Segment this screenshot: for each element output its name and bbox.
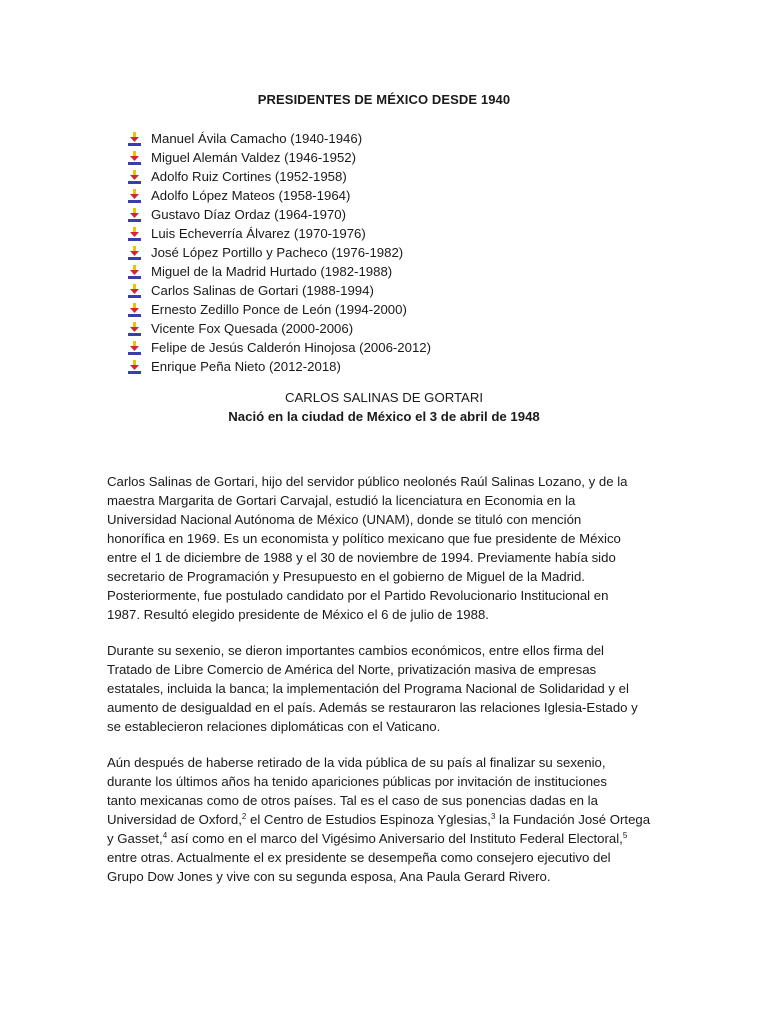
president-name: Miguel Alemán Valdez (1946-1952) <box>151 150 357 165</box>
arrow-bullet-icon <box>128 189 142 203</box>
paragraph-line: Aún después de haberse retirado de la vida pública de su país al finalizar su sexenio, <box>107 755 606 770</box>
president-item <box>128 167 431 186</box>
arrow-bullet-icon <box>128 303 142 317</box>
arrow-bullet-icon <box>128 284 142 298</box>
president-item <box>128 224 431 243</box>
arrow-bullet-icon <box>128 170 142 184</box>
paragraph-line: honorífica en 1969. Es un economista y político mexicano que fue presidente de México <box>107 531 621 546</box>
paragraph-biography <box>107 472 663 624</box>
arrow-bullet-icon <box>128 322 142 336</box>
footnote-ref-3: 3 <box>490 812 496 821</box>
text-segment: la Fundación José Ortega <box>495 812 651 827</box>
president-name: Luis Echeverría Álvarez (1970-1976) <box>151 226 366 241</box>
president-item <box>128 300 431 319</box>
arrow-bullet-icon <box>128 341 142 355</box>
president-name: Manuel Ávila Camacho (1940-1946) <box>151 131 363 146</box>
president-item <box>128 186 431 205</box>
paragraph-line: Durante su sexenio, se dieron importantes cambios económicos, entre ellos firma del <box>107 643 604 658</box>
president-item <box>128 129 431 148</box>
arrow-bullet-icon <box>128 208 142 222</box>
text-segment: y Gasset, <box>107 831 163 846</box>
paragraph-line: se establecieron relaciones diplomáticas con el Vaticano. <box>107 719 441 734</box>
arrow-bullet-icon <box>128 132 142 146</box>
president-item <box>128 319 431 338</box>
paragraph-line: 1987. Resultó elegido presidente de México el 6 de julio de 1988. <box>107 607 489 622</box>
president-item <box>128 148 431 167</box>
president-item <box>128 205 431 224</box>
arrow-bullet-icon <box>128 227 142 241</box>
paragraph-line <box>107 810 663 829</box>
footnote-ref-5: 5 <box>622 831 628 840</box>
presidents-list <box>128 129 431 376</box>
paragraph-line: Tratado de Libre Comercio de América del Norte, privatización masiva de empresas <box>107 662 597 677</box>
president-item <box>128 357 431 376</box>
arrow-bullet-icon <box>128 360 142 374</box>
arrow-bullet-icon <box>128 246 142 260</box>
president-item <box>128 243 431 262</box>
president-name: Gustavo Díaz Ordaz (1964-1970) <box>151 207 346 222</box>
paragraph-line <box>107 829 663 848</box>
president-name: Carlos Salinas de Gortari (1988-1994) <box>151 283 374 298</box>
text-segment: el Centro de Estudios Espinoza Yglesias, <box>246 812 491 827</box>
section-heading: CARLOS SALINAS DE GORTARI <box>284 390 484 405</box>
paragraph-line: Grupo Dow Jones y vive con su segunda esposa, Ana Paula Gerard Rivero. <box>107 869 551 884</box>
paragraph-line: durante los últimos años ha tenido apariciones públicas por invitación de instituciones <box>107 774 607 789</box>
footnote-ref-2: 2 <box>241 812 247 821</box>
section-subheading: Nació en la ciudad de México el 3 de abril de 1948 <box>228 409 540 424</box>
text-segment: Universidad de Oxford, <box>107 812 242 827</box>
paragraph-line: estatales, incluida la banca; la implementación del Programa Nacional de Solidaridad y el <box>107 681 629 696</box>
president-item <box>128 281 431 300</box>
paragraph-line: entre otras. Actualmente el ex presidente se desempeña como consejero ejecutivo del <box>107 850 611 865</box>
paragraph-after-presidency <box>107 753 663 886</box>
section-heading-block <box>0 388 768 426</box>
president-name: Adolfo López Mateos (1958-1964) <box>151 188 351 203</box>
president-name: Ernesto Zedillo Ponce de León (1994-2000) <box>151 302 407 317</box>
president-name: Vicente Fox Quesada (2000-2006) <box>151 321 354 336</box>
paragraph-sexenio <box>107 641 663 736</box>
paragraph-line: secretario de Programación y Presupuesto en el gobierno de Miguel de la Madrid. <box>107 569 585 584</box>
president-name: Miguel de la Madrid Hurtado (1982-1988) <box>151 264 393 279</box>
paragraph-line: Posteriormente, fue postulado candidato por el Partido Revolucionario Institucional en <box>107 588 609 603</box>
paragraph-line: entre el 1 de diciembre de 1988 y el 30 de noviembre de 1994. Previamente había sido <box>107 550 616 565</box>
page-title: PRESIDENTES DE MÉXICO DESDE 1940 <box>257 92 511 107</box>
president-name: Felipe de Jesús Calderón Hinojosa (2006-2012) <box>151 340 432 355</box>
president-item <box>128 338 431 357</box>
paragraph-line: Carlos Salinas de Gortari, hijo del servidor público neolonés Raúl Salinas Lozano, y de la <box>107 474 628 489</box>
president-name: Enrique Peña Nieto (2012-2018) <box>151 359 341 374</box>
paragraph-line: Universidad Nacional Autónoma de México (UNAM), donde se tituló con mención <box>107 512 582 527</box>
arrow-bullet-icon <box>128 151 142 165</box>
paragraph-line: aumento de desigualdad en el país. Además se restauraron las relaciones Iglesia-Estado y <box>107 700 638 715</box>
president-item <box>128 262 431 281</box>
president-name: Adolfo Ruiz Cortines (1952-1958) <box>151 169 347 184</box>
footnote-ref-4: 4 <box>162 831 168 840</box>
arrow-bullet-icon <box>128 265 142 279</box>
paragraph-line: maestra Margarita de Gortari Carvajal, estudió la licenciatura en Economia en la <box>107 493 576 508</box>
text-segment: así como en el marco del Vigésimo Aniversario del Instituto Federal Electoral, <box>167 831 623 846</box>
paragraph-line: tanto mexicanas como de otros países. Tal es el caso de sus ponencias dadas en la <box>107 793 598 808</box>
president-name: José López Portillo y Pacheco (1976-1982) <box>151 245 404 260</box>
